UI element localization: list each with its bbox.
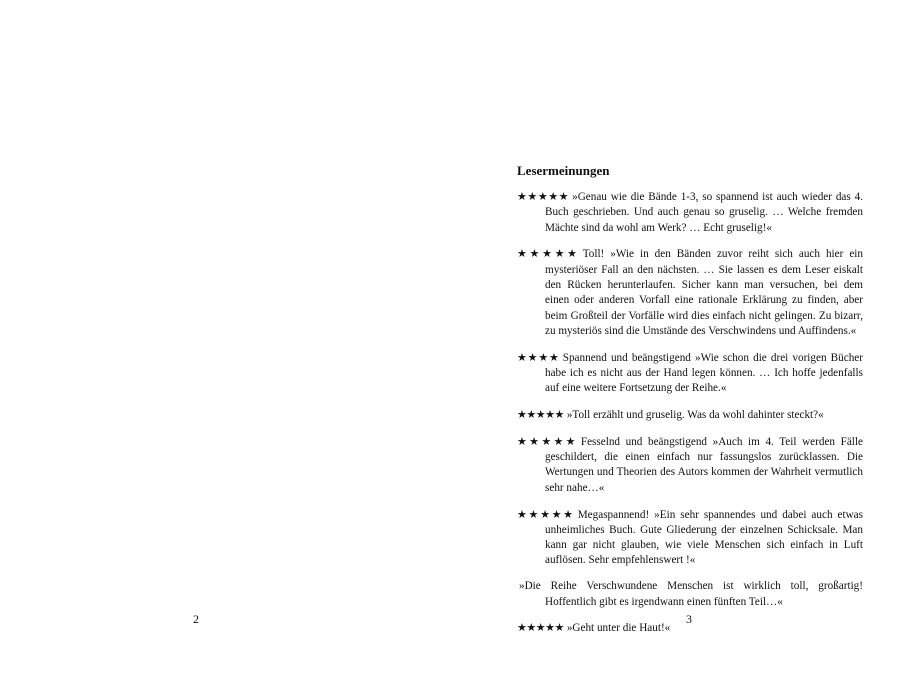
- reviews-section: [517, 163, 863, 647]
- section-heading: Lesermeinungen: [517, 163, 610, 178]
- review-item: [517, 579, 863, 610]
- review-text: Fesselnd und beängstigend »Auch im 4. Teil werden Fälle geschildert, die einen einfach nur fassungslos zurücklassen. Die Wertungen und Theorien des Autors kommen der Wahrheit vermutlich sehr nahe…«: [545, 435, 863, 494]
- review-text: »Toll erzählt und gruselig. Was da wohl dahinter steckt?«: [566, 409, 824, 422]
- review-item: [517, 407, 863, 423]
- review-text: Toll! »Wie in den Bänden zuvor reiht sich auch hier ein mysteriöser Fall an den nächsten. … Sie lassen es dem Leser eiskalt den Rücken herunterlaufen. Sicher kann man versuchen, bei dem einen oder anderen Vorfall eine rationale Erklärung zu finden, aber beim Großteil der Vorfälle wird dies einfach nicht gelingen. Zu bizarr, zu mysteriös sind die Umstände des Verschwindens und Auffindens.«: [545, 248, 863, 337]
- star-rating-icon: ★★★★★: [517, 621, 564, 635]
- right-page-number: 3: [686, 612, 692, 626]
- left-page-number: 2: [193, 612, 199, 626]
- star-rating-icon: ★★★★★: [517, 247, 580, 261]
- review-item: [517, 434, 863, 496]
- review-text: »Genau wie die Bände 1-3, so spannend ist auch wieder das 4. Buch geschrieben. Und auch genau so gruselig. … Welche fremden Mächte sind da wohl am Werk? … Echt gruselig!«: [545, 191, 863, 234]
- review-item: [517, 246, 863, 339]
- review-text: »Die Reihe Verschwundene Menschen ist wirklich toll, großartig! Hoffentlich gibt es irgendwann einen fünften Teil…«: [519, 580, 863, 608]
- review-text: Megaspannend! »Ein sehr spannendes und dabei auch etwas unheimliches Buch. Gute Gliederung der einzelnen Schicksale. Man kann gar nicht glauben, wie viele Menschen sich einfach in Luft auflösen. Sehr empfehlenswert !«: [545, 508, 863, 567]
- review-text: »Geht unter die Haut!«: [566, 622, 671, 635]
- star-rating-icon: ★★★★★: [517, 507, 575, 521]
- review-item: [517, 350, 863, 397]
- star-rating-icon: ★★★★★: [517, 408, 564, 422]
- review-item: [517, 507, 863, 569]
- review-item: [517, 189, 863, 236]
- review-text: Spannend und beängstigend »Wie schon die drei vorigen Bücher habe ich es nicht aus der Hand legen können. … Ich hoffe jedenfalls auf eine weitere Fortsetzung der Reihe.«: [545, 351, 863, 395]
- star-rating-icon: ★★★★★: [517, 434, 578, 448]
- right-page: [450, 0, 900, 676]
- star-rating-icon: ★★★★: [517, 350, 560, 364]
- star-rating-icon: ★★★★★: [517, 190, 570, 203]
